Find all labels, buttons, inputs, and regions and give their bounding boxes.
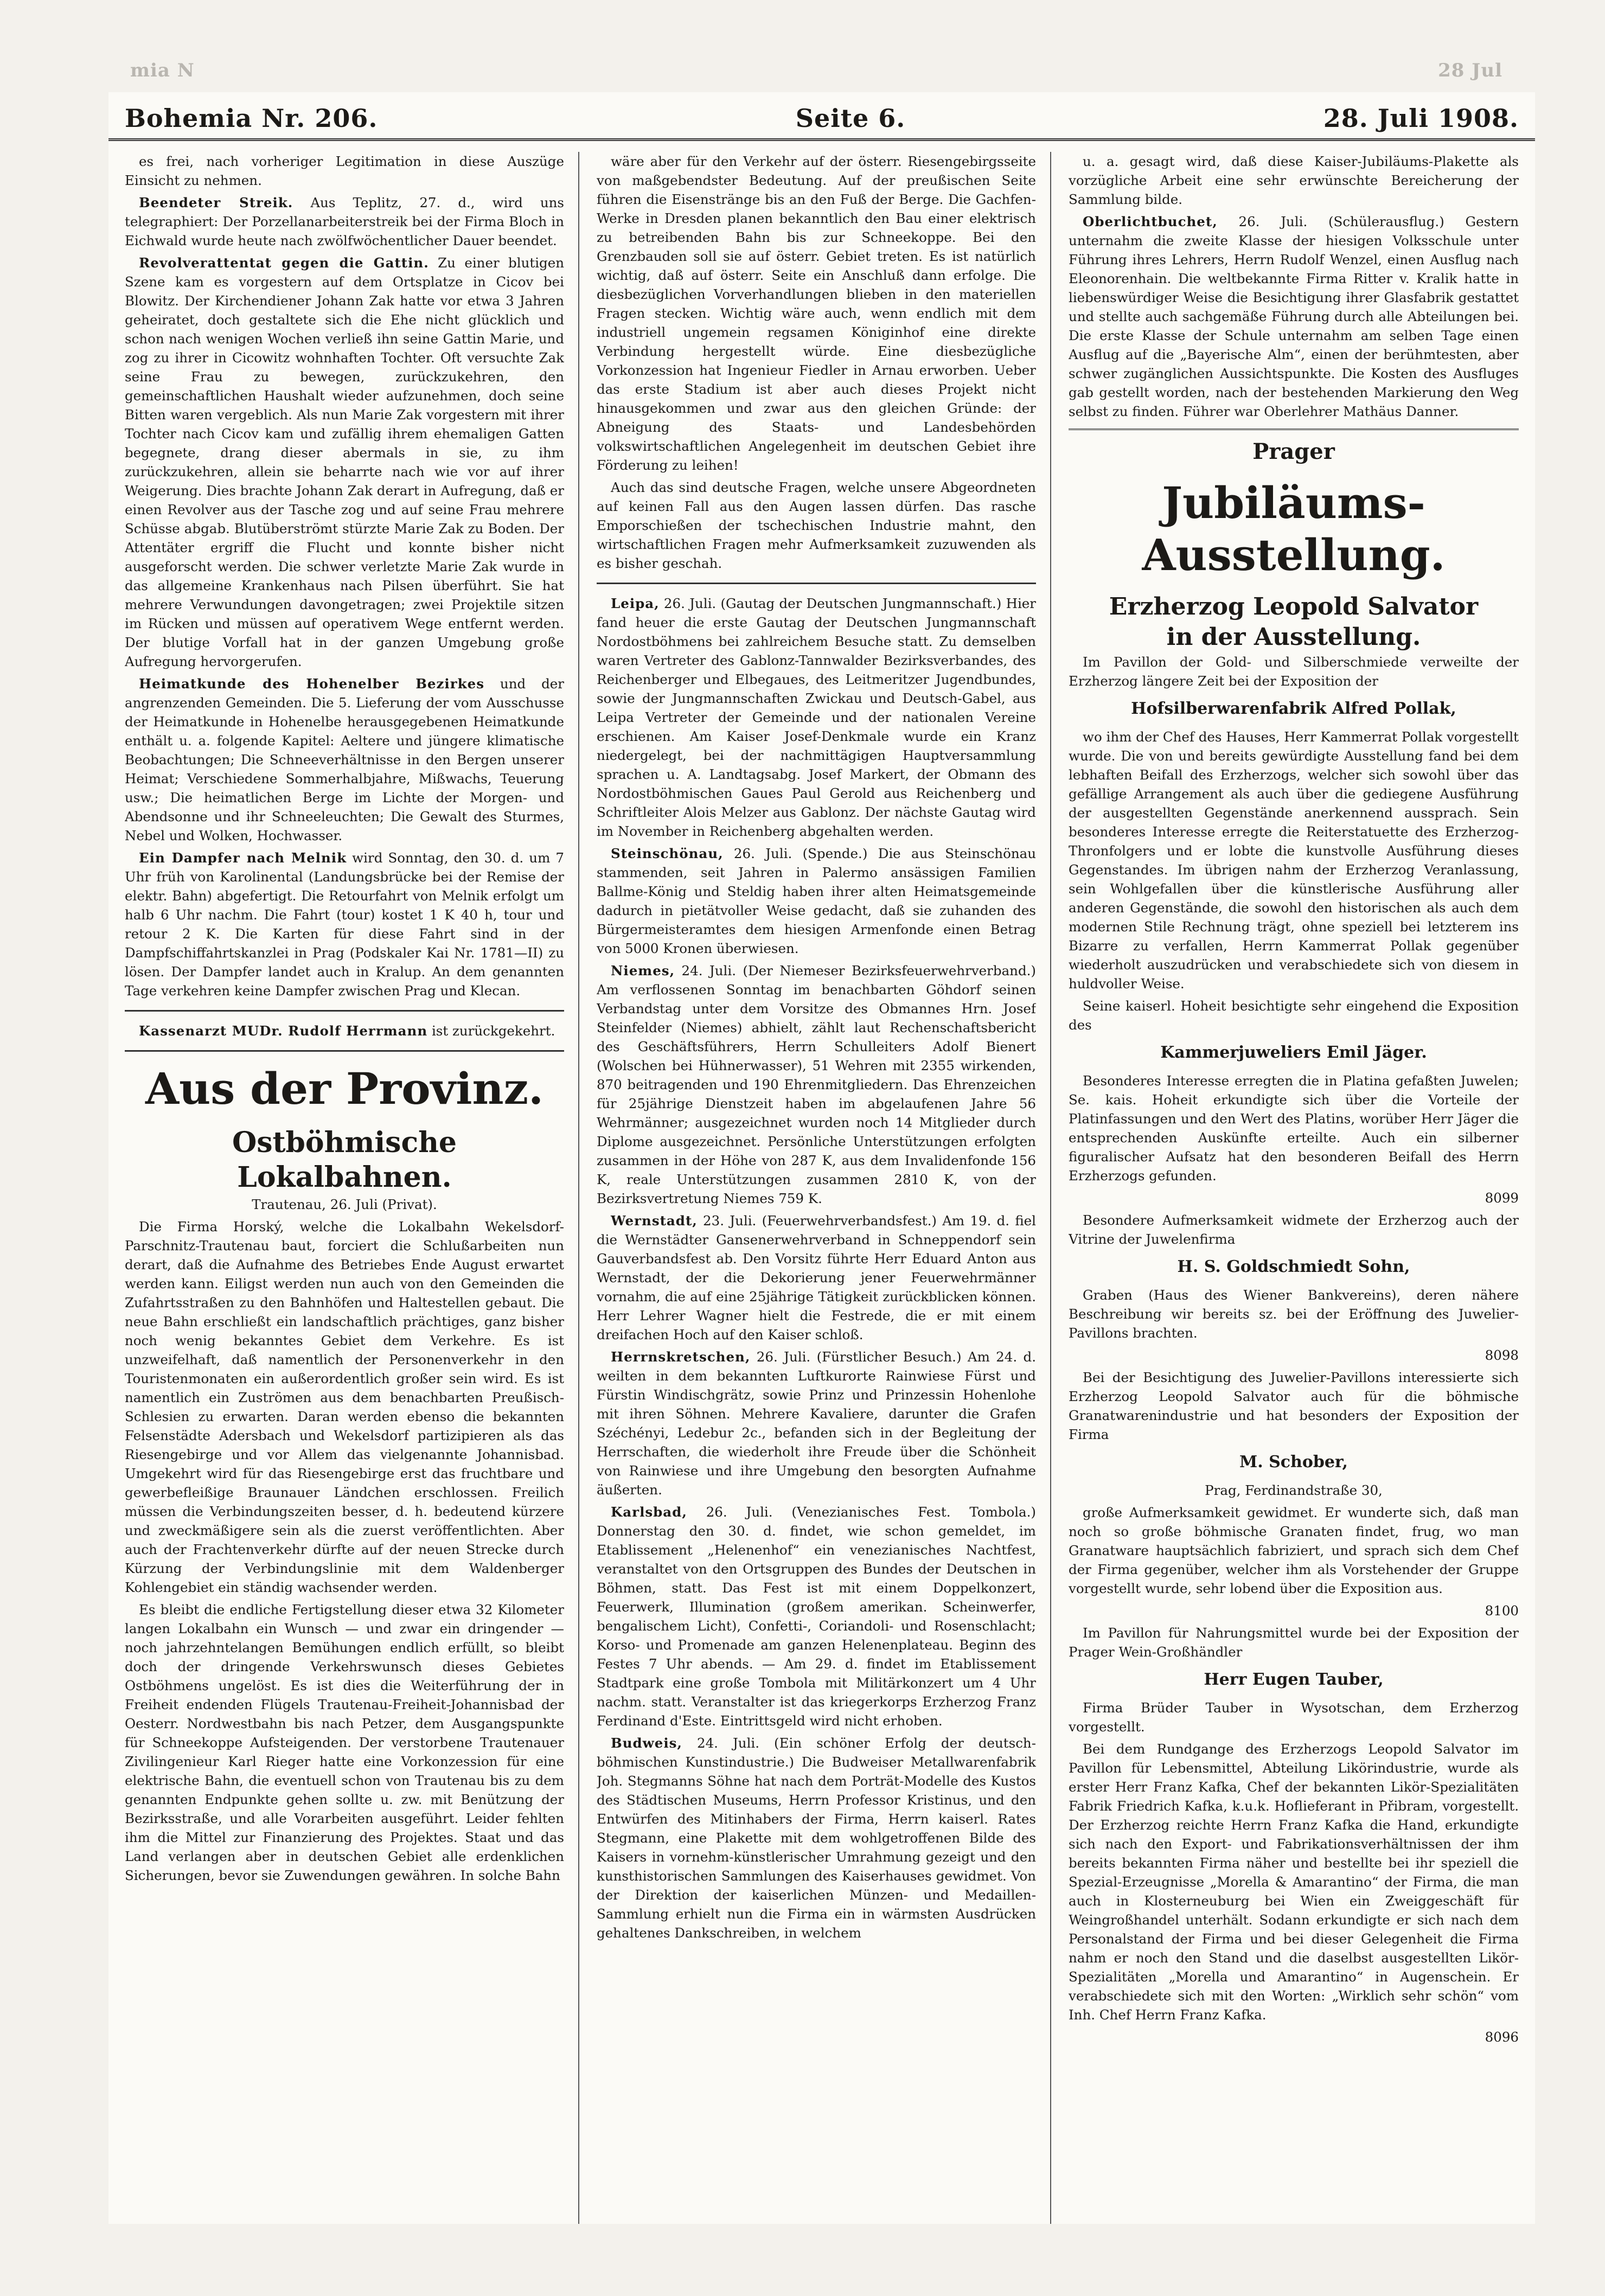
- paragraph-lead: Karlsbad,: [611, 1504, 687, 1520]
- paragraph-text: 23. Juli. (Feuerwehrverbandsfest.) Am 19. d. fiel die Wernstädter Gansenerwehrverband in Schneppendorf sein Gauverbandsfest ab. Den Vorsitz führte Herr Eduard Anton aus Wernstadt, der die Dekorierung jener Feuerwehrmänner vornahm, die auf eine 25jährige Tätigkeit zurückblicken können. Herr Lehrer Wagner hielt die Festrede, die er mit einem dreifachen Hoch auf den Kaiser schloß.: [597, 1213, 1036, 1342]
- firm-name: Hofsilberwarenfabrik Alfred Pollak,: [1131, 699, 1456, 718]
- paragraph-text: Im Pavillon der Gold- und Silberschmiede verweilte der Erzherzog längere Zeit bei der Exposition der: [1069, 654, 1519, 689]
- article-subheading: Erzherzog Leopold Salvator: [1109, 593, 1479, 621]
- article-paragraph: [1069, 152, 1519, 209]
- paragraph-lead: Oberlichtbuchet,: [1083, 214, 1218, 229]
- paragraph-lead: Heimatkunde des Hohenelber Bezirkes: [139, 676, 484, 692]
- article-heading: Ostböhmische Lokalbahnen.: [232, 1126, 457, 1194]
- article-paragraph: [125, 152, 564, 190]
- column-1: [125, 152, 564, 2224]
- article-paragraph: [1069, 1368, 1519, 1444]
- paragraph-text: Firma Brüder Tauber in Wysotschan, dem Erzherzog vorgestellt.: [1069, 1700, 1519, 1735]
- paragraph-text: 26. Juli. (Schülerausflug.) Gestern unternahm die zweite Klasse der hiesigen Volksschule unter Führung ihres Lehrers, Herrn Rudolf Wenzel, einen Ausflug nach Eleonorenhain. Die weltbekannte Firma Ritter v. Kralik hatte in liebenswürdiger Weise die Besichtigung ihrer Glasfabrik gestattet und stellte auch sachgemäße Führung durch alle Abteilungen bei. Die erste Klasse der Schule unternahm am selben Tage einen Ausflug auf die „Bayerische Alm“, einen der berühmtesten, aber schwer zugänglichen Aussichtspunkte. Die Kosten des Ausfluges gab gestellt worden, nach der bestehenden Markierung den Weg selbst zu finden. Führer war Oberlehrer Mathäus Danner.: [1069, 214, 1519, 419]
- page-header: [108, 60, 1535, 141]
- firm-name: Kammerjuweliers Emil Jäger.: [1160, 1043, 1427, 1062]
- article-paragraph: [1069, 1503, 1519, 1598]
- article-paragraph: [125, 1021, 564, 1040]
- paragraph-text: 24. Juli. (Der Niemeser Bezirksfeuerwehrverband.) Am verflossenen Sonntag im benachbarten Göhdorf seinen Verbandstag unter dem Vorsitze des Obmannes Hrn. Josef Steinfelder (Niemes) abhielt, zählt laut Rechenschaftsbericht des Geschäftsführers, Herrn Schulleiters Adolf Bienert (Wolschen bei Hühnerwasser), 51 Wehren mit 2355 wirkenden, 870 beitragenden und 190 Ehrenmitgliedern. Das Ehrenzeichen für 25jährige Dienstzeit haben im abgelaufenen Jahre 56 Wehrmänner; ausgezeichnet wurden noch 14 Mitglieder durch Diplome ausgezeichnet. Persönliche Unterstützungen erfolgten zusammen in der Höhe von 287 K, aus dem Invalidenfonde 156 K, reale Unterstützungen zusammen 2810 K, von der Bezirksvertretung Niemes 759 K.: [597, 963, 1036, 1206]
- article-paragraph: [1069, 212, 1519, 421]
- paragraph-text: ist zurückgekehrt.: [427, 1023, 555, 1039]
- ad-code: 8099: [1485, 1190, 1519, 1206]
- paragraph-lead: Ein Dampfer nach Melnik: [139, 850, 347, 866]
- separator-rule: [597, 583, 1036, 584]
- article-paragraph: [125, 253, 564, 671]
- paragraph-text: u. a. gesagt wird, daß diese Kaiser-Jubiläums-Plakette als vorzügliche Arbeit eine sehr erwünschte Bereicherung der Sammlung bilde.: [1069, 154, 1519, 207]
- separator-rule: [125, 1050, 564, 1052]
- column-divider: [578, 152, 579, 2224]
- firm-name: Herr Eugen Tauber,: [1204, 1670, 1384, 1689]
- paragraph-lead: Leipa,: [611, 596, 660, 611]
- separator-rule: [125, 1010, 564, 1012]
- article-paragraph: [1069, 1071, 1519, 1185]
- paragraph-text: 26. Juli. (Spende.) Die aus Steinschönau stammenden, seit Jahren in Palermo ansässigen Familien Ballme-König und Steldig haben ihrer alten Heimatsgemeinde dadurch in pietätvoller Weise gedacht, daß sie zuhanden des Bürgermeisteramtes dem hiesigen Armenfonde einen Betrag von 5000 Kronen überwiesen.: [597, 846, 1036, 956]
- article-paragraph: [597, 594, 1036, 841]
- paragraph-text: Bei dem Rundgange des Erzherzogs Leopold Salvator im Pavillon für Lebensmittel, Abteilung Likörindustrie, wurde als erster Herr Franz Kafka, Chef der bekannten Likör-Spezialitäten Fabrik Friedrich Kafka, k.u.k. Hoflieferant in Přibram, vorgestellt. Der Erzherzog reichte Herrn Franz Kafka die Hand, erkundigte sich nach den Export- und Fabrikationsverhältnissen der ihm bereits bekannten Firma näher und bestellte bei ihr speziell die Spezial-Erzeugnisse „Morella & Amarantino“ der Firma, die man auch in Klosterneuburg bei Wien ein Zweiggeschäft für Weingroßhandel unterhält. Sodann erkundigte er sich nach dem Personalstand der Firma und bei dieser Gelegenheit die Firma nahm er noch den Stand und die daselbst ausgestellten Likör-Spezialitäten „Morella und Amarantino“ in Augenschein. Er verabschiedete sich mit den Worten: „Wirklich sehr schön“ vom Inh. Chef Herrn Franz Kafka.: [1069, 1741, 1519, 2023]
- paragraph-text: wird Sonntag, den 30. d. um 7 Uhr früh von Karolinental (Landungsbrücke bei der Remise der elektr. Bahn) abgefertigt. Die Retourfahrt von Melnik erfolgt um halb 6 Uhr nachm. Die Fahrt (tour) kostet 1 K 40 h, tour und retour 2 K. Die Karten für diese Fahrt sind in der Dampfschiffahrtskanzlei in Prag (Podskaler Kai Nr. 1781—II) zu lösen. Der Dampfer landet auch in Kralup. An dem genannten Tage verkehren keine Dampfer zwischen Prag und Klecan.: [125, 850, 564, 999]
- article-paragraph: [597, 961, 1036, 1208]
- article-paragraph: [597, 1502, 1036, 1730]
- bleed-through-text-left: mia N: [130, 60, 195, 81]
- paragraph-lead: Herrnskretschen,: [611, 1349, 751, 1365]
- article-paragraph: [597, 1734, 1036, 1942]
- paragraph-text: Zu einer blutigen Szene kam es vorgestern auf dem Ortsplatze in Cicov bei Blowitz. Der Kirchendiener Johann Zak hatte vor etwa 3 Jahren geheiratet, doch gestaltete sich die Ehe nicht glücklich und schon nach wenigen Wochen verließ ihn seine Gattin Marie, und zog zu ihrer in Cicowitz wohnhaften Tochter. Oft versuchte Zak seine Frau zu bewegen, zurückzukehren, den gemeinschaftlichen Haushalt wieder aufzunehmen, doch seine Bitten waren vergeblich. Als nun Marie Zak vorgestern mit ihrer Tochter nach Cicov kam und zufällig ihrem ehemaligen Gatten begegnete, drang dieser abermals in sie, zu ihm zurückzukehren, allein sie beharrte nach wie vor auf ihrer Weigerung. Dies brachte Johann Zak derart in Aufregung, daß er einen Revolver aus der Tasche zog und auf seine Frau mehrere Schüsse abgab. Blutüberströmt stürzte Marie Zak zu Boden. Der Attentäter ergriff die Flucht und konnte bisher nicht ausgeforscht werden. Die schwer verletzte Marie Zak wurde in das allgemeine Krankenhaus nach Pilsen überführt. Sie hat mehrere Verwundungen davongetragen; zwei Projektile sitzen im Rücken und müssen auf operativem Wege entfernt werden. Der blutige Vorfall hat in der ganzen Umgebung große Aufregung hervorgerufen.: [125, 255, 564, 669]
- paragraph-text: 24. Juli. (Ein schöner Erfolg der deutsch-böhmischen Kunstindustrie.) Die Budweiser Metallwarenfabrik Joh. Stegmanns Söhne hat nach dem Porträt-Modelle des Kustos des Städtischen Museums, Herrn Professor Kristinus, und den Entwürfen des Mitinhabers der Firma, Herrn kaiserl. Rates Stegmann, eine Plakette mit dem wohlgetroffenen Bilde des Kaisers in vornehm-künstlerischer Umrahmung gezeigt und den kunsthistorischen Sammlungen des Kaiserhauses gewidmet. Von der Direktion der kaiserlichen Münzen- und Medaillen-Sammlung erhielt nun die Firma ein in wärmsten Ausdrücken gehaltenes Dankschreiben, in welchem: [597, 1735, 1036, 1941]
- section-heading: Jubiläums-Ausstellung.: [1142, 477, 1446, 580]
- ad-code: 8096: [1485, 2029, 1519, 2045]
- article-paragraph: [597, 152, 1036, 475]
- dateline: Trautenau, 26. Juli (Privat).: [252, 1197, 437, 1212]
- paragraph-text: Die Firma Horský, welche die Lokalbahn Wekelsdorf-Parschnitz-Trautenau baut, forciert die Schlußarbeiten nun derart, daß die Aufnahme des Betriebes Ende August erwartet werden kann. Eiligst werden nun auch von den Gemeinden die Zufahrtsstraßen zu den Bahnhöfen und Haltestellen gebaut. Die neue Bahn erschließt ein landschaftlich prächtiges, ganz bisher noch wenig bekanntes Gebiet dem Verkehre. Es ist unzweifelhaft, daß namentlich der Personenverkehr in den Touristenmonaten ein außerordentlich großer sein wird. Es ist namentlich ein Zuströmen aus dem benachbarten Preußisch-Schlesien zu erwarten. Daran werden ebenso die bekannten Felsenstädte Adersbach und Wekelsdorf partizipieren als das Riesengebirge und vor Allem das vielgenannte Johannisbad. Umgekehrt wird für das Riesengebirge erst das fruchtbare und gewerbefleißige Braunauer Ländchen erschlossen. Freilich müssen die Verbindungszeiten besser, d. h. bedeutend kürzere und zweckmäßigere sein als die zuerst veröffentlichten. Aber auch der Frachtenverkehr dürfte auf der neuen Strecke durch Kürzung der Verbindungslinie mit dem Waldenberger Kohlengebiet ein ständig wachsender werden.: [125, 1219, 564, 1595]
- column-2: [597, 152, 1036, 2224]
- paragraph-text: Es bleibt die endliche Fertigstellung dieser etwa 32 Kilometer langen Lokalbahn ein Wunsch — und zwar ein dringender — noch jahrzehntelangen Bemühungen endlich erfüllt, so bleibt doch der dringende Verkehrswunsch dieses Gebietes Ostböhmens ungelöst. Es ist dies die Weiterführung der in Freiheit endenden Flügels Trautenau-Freiheit-Johannisbad der Oesterr. Nordwestbahn bis nach Petzer, dem Ausgangspunkte für Schneekoppe Aufsteigenden. Der verstorbene Trautenauer Zivilingenieur Karl Rieger hatte eine Vorkonzession für eine elektrische Bahn, die eventuell schon von Trautenau bis zu dem genannten Endpunkte gehen sollte u. zw. mit Benützung der Bezirksstraße, und alle Vorarbeiten ausgeführt. Leider fehlten ihm die Mittel zur Finanzierung des Projektes. Staat und das Land verlangen aber in deutschen Gebiet alle erdenklichen Sicherungen, bevor sie Zuwendungen gewähren. In solche Bahn: [125, 1602, 564, 1883]
- article-paragraph: [1069, 1739, 1519, 2024]
- article-paragraph: [597, 478, 1036, 573]
- page-number: Seite 6.: [795, 104, 906, 133]
- article-paragraph: [1069, 727, 1519, 993]
- paragraph-text: große Aufmerksamkeit gewidmet. Er wunderte sich, daß man noch so große böhmische Granaten findet, frug, wo man Granatware hauptsächlich fabriziert, und sprach sich dem Chef der Firma gegenüber, welcher ihm als Vorstehender der Gruppe vorgestellt wurde, sehr lobend über die Exposition aus.: [1069, 1505, 1519, 1596]
- article-paragraph: [1069, 1211, 1519, 1249]
- separator-rule: [1069, 428, 1519, 430]
- paragraph-text: Im Pavillon für Nahrungsmittel wurde bei der Exposition der Prager Wein-Großhändler: [1069, 1625, 1519, 1660]
- ad-code: 8100: [1485, 1603, 1519, 1619]
- ad-code: 8098: [1485, 1347, 1519, 1363]
- paragraph-text: Seine kaiserl. Hoheit besichtigte sehr eingehend die Exposition des: [1069, 998, 1519, 1033]
- paragraph-lead: Niemes,: [611, 963, 675, 978]
- column-3: [1069, 152, 1519, 2224]
- dateline: Prag, Ferdinandstraße 30,: [1205, 1482, 1383, 1498]
- article-paragraph: [125, 848, 564, 1000]
- firm-name: M. Schober,: [1239, 1453, 1348, 1472]
- paragraph-lead: Beendeter Streik.: [139, 195, 293, 210]
- paragraph-text: es frei, nach vorheriger Legitimation in diese Auszüge Einsicht zu nehmen.: [125, 154, 564, 188]
- section-kicker: Prager: [1252, 439, 1335, 464]
- section-heading: Aus der Provinz.: [145, 1063, 543, 1114]
- article-paragraph: [1069, 653, 1519, 690]
- paragraph-text: 26. Juli. (Fürstlicher Besuch.) Am 24. d. weilten in dem bekannten Luftkurorte Rainwiese Fürst und Fürstin Windischgrätz, sowie Prinz und Prinzessin Hohenlohe mit ihren Söhnen. Mehrere Kavaliere, darunter die Grafen Széchényi, Ledebur 2c., befanden sich in der Begleitung der Herrschaften, die wiederholt ihre Freude über die Schönheit von Rainwiese und ihre Umgebung den besorgten Aufnahme äußerten.: [597, 1349, 1036, 1498]
- paragraph-text: 26. Juli. (Venezianisches Fest. Tombola.) Donnerstag den 30. d. findet, wie schon gemeldet, im Etablissement „Helenenhof“ ein venezianisches Nachtfest, veranstaltet von den Ortsgruppen des Bundes der Deutschen in Böhmen, statt. Das Fest ist mit einem Doppelkonzert, Feuerwerk, Illumination (großem amerikan. Scheinwerfer, bengalischem Licht), Confetti-, Coriandoli- und Rosenschlacht; Korso- und Promenade am ganzen Helenenplateau. Beginn des Festes 7 Uhr abends. — Am 29. d. findet im Etablissement Stadtpark eine große Tombola mit Militärkonzert um 4 Uhr nachm. statt. Veranstalter ist das kriegerkorps Erzherzog Franz Ferdinand d'Este. Eintrittsgeld wird nicht erhoben.: [597, 1504, 1036, 1729]
- paragraph-text: Auch das sind deutsche Fragen, welche unsere Abgeordneten auf keinen Fall aus den Augen lassen dürfen. Das rasche Emporschießen der tschechischen Industrie mahnt, den wirtschaftlichen Fragen mehr Aufmerksamkeit zuzuwenden als es bisher geschah.: [597, 479, 1036, 571]
- article-paragraph: [597, 1347, 1036, 1499]
- paragraph-text: Bei der Besichtigung des Juwelier-Pavillons interessierte sich Erzherzog Leopold Salvator auch für die böhmische Granatwarenindustrie und hat besonders der Exposition der Firma: [1069, 1370, 1519, 1442]
- issue-date: 28. Juli 1908.: [1323, 104, 1519, 133]
- article-paragraph: [597, 1211, 1036, 1344]
- paragraph-text: Besonderes Interesse erregten die in Platina gefaßten Juwelen; Se. kais. Hoheit erkundigte sich über die Vorteile der Platinfassungen und den Wert des Platins, worüber Herr Jäger die entsprechenden Auskünfte erteilte. Auch ein silberner figuralischer Aufsatz hat den besonderen Beifall des Herrn Erzherzogs gefunden.: [1069, 1073, 1519, 1184]
- article-paragraph: [125, 1217, 564, 1597]
- bleed-through-text-right: 28 Jul: [1438, 60, 1502, 81]
- paragraph-lead: Wernstadt,: [611, 1213, 698, 1229]
- masthead-issue: Bohemia Nr. 206.: [125, 104, 378, 133]
- article-paragraph: [1069, 1623, 1519, 1661]
- article-paragraph: [597, 844, 1036, 958]
- article-paragraph: [1069, 1698, 1519, 1736]
- paragraph-lead: Kassenarzt MUDr. Rudolf Herrmann: [139, 1023, 428, 1039]
- paragraph-text: wo ihm der Chef des Hauses, Herr Kammerrat Pollak vorgestellt wurde. Die von und bereits gewürdigte Ausstellung fand bei dem lebhaften Beifall des Erzherzogs, welcher sich sowohl über das gefällige Arrangement als auch über die gediegene Ausführung der ausgestellten Gegenstände anerkennend aussprach. Sein besonderes Interesse erregte die Reiterstatuette des Erzherzog-Thronfolgers und er lobte die kunstvolle Ausführung dieses Gegenstandes. Im übrigen nahm der Erzherzog Veranlassung, sein Wohlgefallen über die künstlerische Ausführung aller anderen Gegenstände, die sowohl den historischen als auch dem modernen Stile Rechnung trägt, ohne speziell bei letzterem ins Bizarre zu verfallen, Herrn Kammerrat Pollak gegenüber wiederholt auszudrücken und verabschiedete sich von diesem in huldvoller Weise.: [1069, 729, 1519, 992]
- paragraph-text: Graben (Haus des Wiener Bankvereins), deren nähere Beschreibung wir bereits sz. bei der Eröffnung des Juwelier-Pavillons brachten.: [1069, 1287, 1519, 1341]
- article-paragraph: [125, 193, 564, 250]
- firm-name: H. S. Goldschmiedt Sohn,: [1177, 1257, 1410, 1276]
- paragraph-lead: Budweis,: [611, 1735, 682, 1751]
- paragraph-text: wäre aber für den Verkehr auf der österr. Riesengebirgsseite von maßgebendster Bedeutung. Auf der preußischen Seite führen die Eisenstränge bis an den Fuß der Berge. Die Gachfen-Werke in Dresden planen bekanntlich den Bau einer elektrisch zu betreibenden Bahn bis zur Schneekoppe. Bei den Grenzbauden soll sie auf österr. Gebiet treten. Es ist natürlich wichtig, daß auf österr. Seite ein Anschluß dann erfolge. Die diesbezüglichen Vorverhandlungen blieben in den materiellen Fragen stecken. Wichtig wäre auch, wenn endlich mit dem industriell ungemein regsamen Königinhof eine direkte Verbindung hergestellt würde. Eine diesbezügliche Vorkonzession hat Ingenieur Fiedler in Arnau erworben. Ueber das erste Stadium ist aber auch dieses Projekt nicht hinausgekommen und zwar aus den gleichen Gründe: der Abneigung des Staats- und Landesbehörden volkswirtschaftlichen Angelegenheit im deutschen Gebiet ihre Förderung zu leihen!: [597, 154, 1036, 473]
- article-paragraph: [1069, 996, 1519, 1034]
- paragraph-text: und der angrenzenden Gemeinden. Die 5. Lieferung der vom Ausschusse der Heimatkunde in Hohenelbe herausgegebenen Heimatkunde enthält u. a. folgende Kapitel: Aeltere und jüngere klimatische Beobachtungen; Die Schneeverhältnisse in den Bergen unserer Heimat; Verschiedene Sommerhalbjahre, Mißwachs, Teuerung usw.; Die heimatlichen Berge im Lichte der Morgen- und Abendsonne und ihr Schneeleuchten; Die Gewalt des Sturmes, Nebel und Wolken, Hochwasser.: [125, 676, 564, 843]
- article-paragraph: [125, 1600, 564, 1885]
- article-paragraph: [1069, 1285, 1519, 1342]
- paragraph-text: Besondere Aufmerksamkeit widmete der Erzherzog auch der Vitrine der Juwelenfirma: [1069, 1212, 1519, 1247]
- article-paragraph: [125, 674, 564, 845]
- paragraph-text: 26. Juli. (Gautag der Deutschen Jungmannschaft.) Hier fand heuer die erste Gautag der Deutschen Jungmannschaft Nordostböhmens bei zahlreichem Besuche statt. Zu demselben waren Vertreter des Gablonz-Tannwalder Bezirksverbandes, des Reichenberger und Elbegaues, des Leitmeritzer Jugendbundes, sowie der Jungmannschaften Zwickau und Deutsch-Gabel, aus Leipa Vertreter der Gemeinde und der nationalen Vereine erschienen. Am Kaiser Josef-Denkmale wurde ein Kranz niedergelegt, bei der nachmittägigen Hauptversammlung sprachen u. A. Landtagsabg. Josef Markert, der Obmann des Nordostböhmischen Gaues Paul Gerold aus Reichenberg und Schriftleiter Alois Melzer aus Gablonz. Der nächste Gautag wird im November in Reichenberg abgehalten werden.: [597, 596, 1036, 839]
- newspaper-page: [108, 60, 1535, 2224]
- paragraph-text: Aus Teplitz, 27. d., wird uns telegraphiert: Der Porzellanarbeiterstreik bei der Firma Bloch in Eichwald wurde heute nach zwölfwöchentlicher Dauer beendet.: [125, 195, 564, 248]
- paragraph-lead: Steinschönau,: [611, 846, 724, 861]
- column-divider: [1050, 152, 1051, 2224]
- paragraph-lead: Revolverattentat gegen die Gattin.: [139, 255, 429, 271]
- article-subheading: in der Ausstellung.: [1166, 623, 1421, 651]
